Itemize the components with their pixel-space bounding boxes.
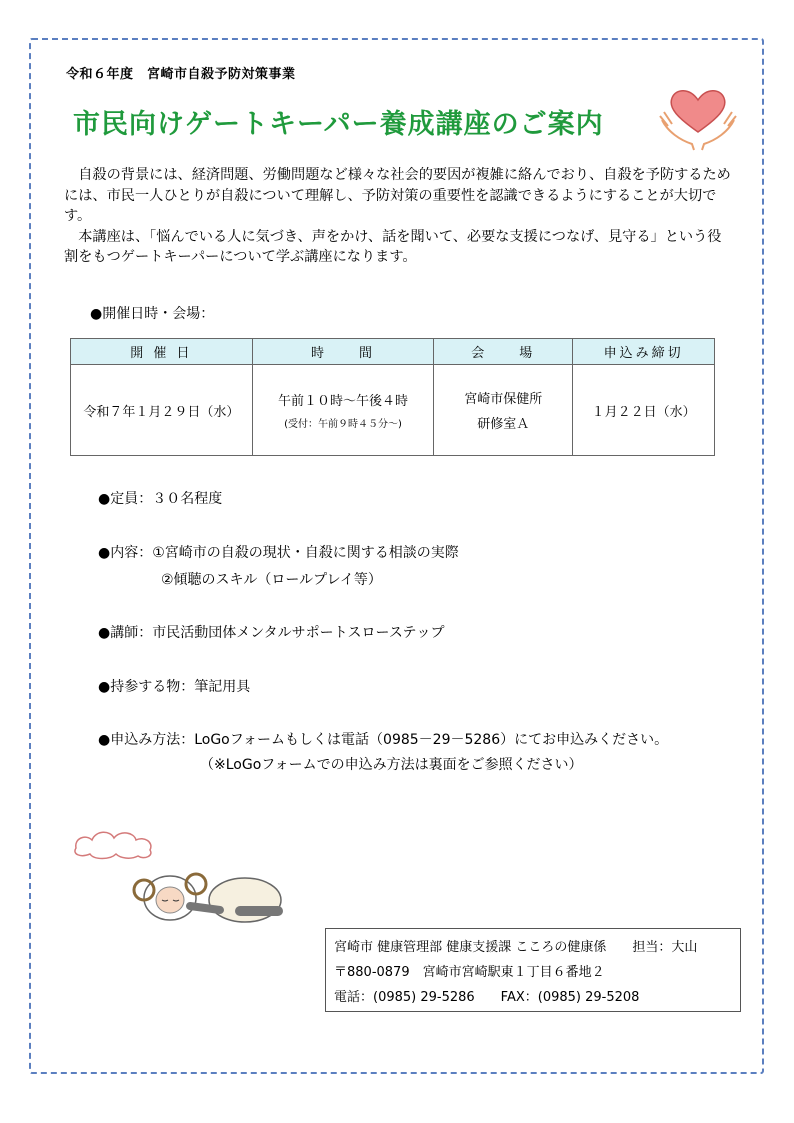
- content-1: ●内容：①宮崎市の自殺の現状・自殺に関する相談の実際: [98, 545, 459, 561]
- schedule-table: [70, 338, 715, 456]
- subtitle: 令和６年度 宮崎市自殺予防対策事業: [66, 67, 296, 82]
- table-row: [71, 365, 715, 456]
- sleeping-sheep-icon: [70, 820, 290, 930]
- apply-note: （※LoGoフォームでの申込み方法は裏面をご参照ください）: [200, 757, 583, 773]
- lecturer: ●講師：市民活動団体メンタルサポートスローステップ: [98, 625, 445, 641]
- header-venue: 会 場: [434, 339, 573, 365]
- venue-line-2: 研修室Ａ: [477, 417, 530, 432]
- cell-date: 令和７年１月２９日（水）: [71, 365, 253, 456]
- cell-time: [252, 365, 434, 456]
- schedule-label: ●開催日時・会場：: [90, 306, 215, 322]
- contact-phone-fax: 電話：(0985) 29-5286 FAX：(0985) 29-5208: [334, 990, 640, 1005]
- header-time: 時 間: [252, 339, 434, 365]
- heart-hands-icon: [658, 80, 738, 152]
- intro-paragraph-2: 本講座は、「悩んでいる人に気づき、声をかけ、話を聞いて、必要な支援につなげ、見守る」という役割をもつゲートキーパーについて学ぶ講座になります。: [64, 228, 722, 266]
- belongings: ●持参する物：筆記用具: [98, 679, 251, 695]
- cell-deadline: １月２２日（水）: [573, 365, 715, 456]
- venue-line-1: 宮崎市保健所: [464, 392, 543, 407]
- header-deadline: 申込み締切: [573, 339, 715, 365]
- time-range: 午前１０時～午後４時: [278, 394, 409, 409]
- intro-text: [64, 165, 734, 268]
- header-date: 開 催 日: [71, 339, 253, 365]
- cell-venue: [434, 365, 573, 456]
- capacity: ●定員：３０名程度: [98, 491, 223, 507]
- contact-address: 〒880-0879 宮崎市宮崎駅東１丁目６番地２: [334, 965, 605, 980]
- page-title: 市民向けゲートキーパー養成講座のご案内: [73, 109, 604, 140]
- apply-method: ●申込み方法：LoGoフォームもしくは電話（0985－29－5286）にてお申込みください。: [98, 732, 669, 748]
- content-2: ②傾聴のスキル（ロールプレイ等）: [161, 572, 382, 588]
- contact-department: 宮崎市 健康管理部 健康支援課 こころの健康係 担当：大山: [334, 940, 698, 955]
- intro-paragraph-1: 自殺の背景には、経済問題、労働問題など様々な社会的要因が複雑に絡んでおり、自殺を予防するためには、市民一人ひとりが自殺について理解し、予防対策の重要性を認識できるようにすることが大切です。: [64, 167, 731, 225]
- contact-box: [325, 928, 741, 1012]
- reception-time: (受付：午前９時４５分～): [284, 419, 402, 430]
- table-header-row: [71, 339, 715, 365]
